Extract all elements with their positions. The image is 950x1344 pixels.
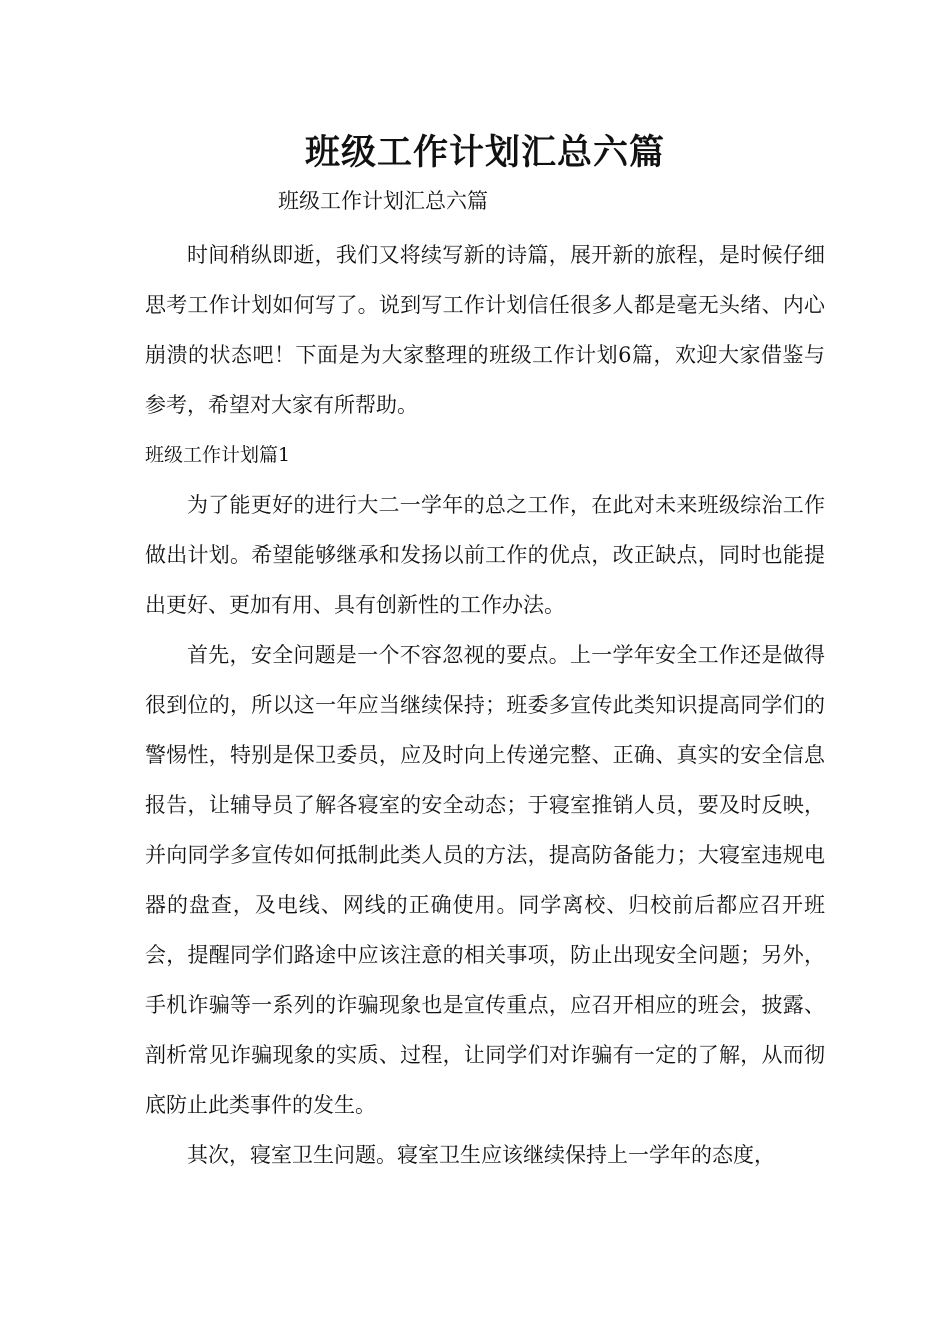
document-subtitle: 班级工作计划汇总六篇 [278,189,488,213]
body-paragraph-2: 首先，安全问题是一个不容忽视的要点。上一学年安全工作还是做得很到位的，所以这一年应当继续保持；班委多宣传此类知识提高同学们的警惕性，特别是保卫委员，应及时向上传递完整、正确、真实的安全信息报告，让辅导员了解各寝室的安全动态；于寝室推销人员，要及时反映，并向同学多宣传如何抵制此类人员的方法，提高防备能力；大寝室违规电器的盘查，及电线、网线的正确使用。同学离校、归校前后都应召开班会，提醒同学们路途中应该注意的相关事项，防止出现安全问题；另外，手机诈骗等一系列的诈骗现象也是宣传重点，应召开相应的班会，披露、剖析常见诈骗现象的实质、过程，让同学们对诈骗有一定的了解，从而彻底防止此类事件的发生。 [145,643,825,1117]
document-body [145,130,825,1180]
section-heading: 班级工作计划篇1 [145,444,291,466]
document-title: 班级工作计划汇总六篇 [304,132,665,173]
intro-paragraph: 时间稍纵即逝，我们又将续写新的诗篇，展开新的旅程，是时候仔细思考工作计划如何写了。说到写工作计划信任很多人都是毫无头绪、内心崩溃的状态吧！下面是为大家整理的班级工作计划6篇，欢迎大家借鉴与参考，希望对大家有所帮助。 [145,243,825,417]
body-paragraph-3: 其次，寝室卫生问题。寝室卫生应该继续保持上一学年的态度， [187,1143,775,1167]
body-paragraph-1: 为了能更好的进行大二一学年的总之工作，在此对未来班级综治工作做出计划。希望能够继承和发扬以前工作的优点，改正缺点，同时也能提出更好、更加有用、具有创新性的工作办法。 [145,493,825,617]
